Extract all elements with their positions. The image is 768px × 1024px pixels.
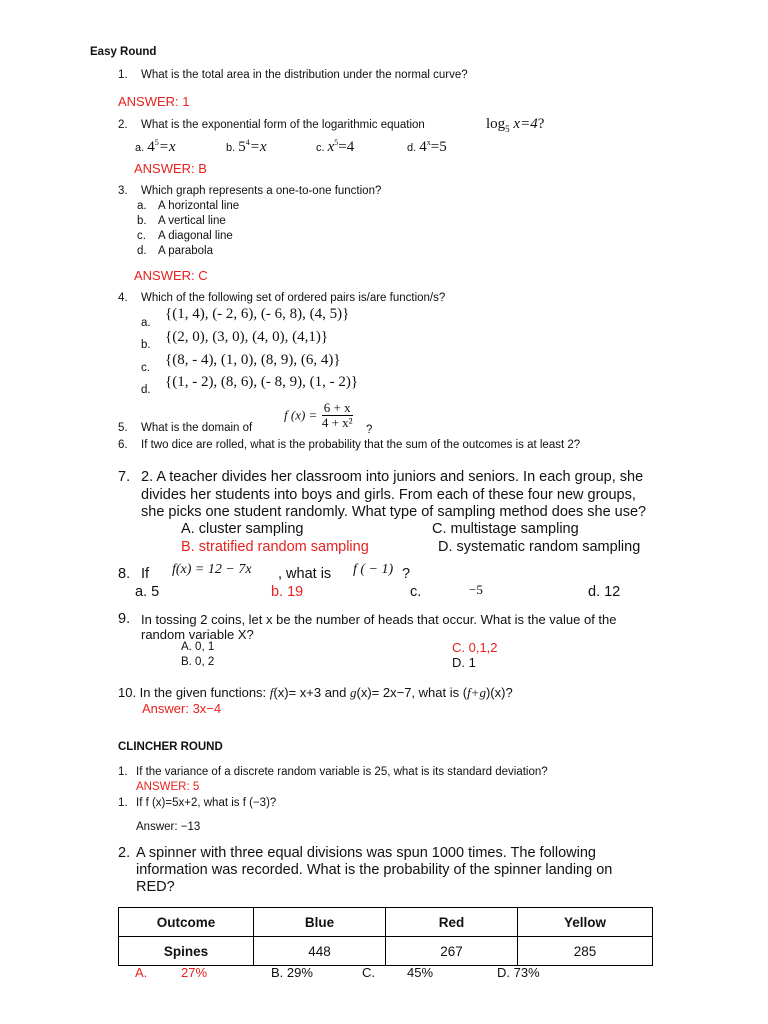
q5-function: f (x) = $\frac{6 + x}{\text{4 + x²}}$ <box>284 400 353 430</box>
table-cell: 267 <box>386 937 518 966</box>
table-cell: 285 <box>518 937 653 966</box>
q10-text: 10. In the given functions: f(x)= x+3 and g(x)= 2x−7, what is (f+g)(x)? <box>118 685 513 700</box>
clincher-q2-option-b: B. 29% <box>271 965 313 980</box>
q4-option-b: {(2, 0), (3, 0), (4, 0), (4,1)} <box>165 329 329 345</box>
q4-option-a: {(1, 4), (- 2, 6), (- 6, 8), (4, 5)} <box>165 306 350 322</box>
clincher-q2-option-c: 45% <box>407 965 434 980</box>
q9-option-d: D. 1 <box>452 655 476 670</box>
q1-text: What is the total area in the distribution under the normal curve? <box>141 69 468 81</box>
q7-option-a: A. cluster sampling <box>181 521 304 537</box>
table-cell: Spines <box>119 937 254 966</box>
q8-number: 8. <box>118 566 131 582</box>
clincher-q1-text: If the variance of a discrete random variable is 25, what is its standard deviation? <box>136 766 548 778</box>
clincher-q2-option-a-label: A. <box>135 965 148 980</box>
q4-option-d: {(1, - 2), (8, 6), (- 8, 9), (1, - 2)} <box>165 374 359 390</box>
section-heading-easy: Easy Round <box>90 46 157 58</box>
q9-line-2: random variable X? <box>141 627 254 642</box>
clincher-q1-number: 1. <box>118 766 128 778</box>
q4-option-d-label: d. <box>141 384 151 396</box>
q2-option-a: a. $4^5=x$ <box>135 138 176 155</box>
clincher-q2-line-1: A spinner with three equal divisions was spun 1000 times. The following <box>136 845 596 861</box>
table-row <box>119 937 653 966</box>
q7-number: 7. <box>118 469 131 485</box>
q3-option-c: c. A diagonal line <box>137 230 233 242</box>
q8-option-c: −5 <box>469 582 483 597</box>
q2-answer: ANSWER: B <box>134 161 207 176</box>
q3-answer: ANSWER: C <box>134 268 208 283</box>
q4-option-b-label: b. <box>141 339 151 351</box>
table-cell: 448 <box>254 937 386 966</box>
q9-number: 9. <box>118 611 131 627</box>
q7-line-3: she picks one student randomly. What type of sampling method does she use? <box>141 504 647 520</box>
q3-option-a: a. A horizontal line <box>137 200 240 212</box>
q3-option-b: b. A vertical line <box>137 215 226 227</box>
q8-option-c-label: c. <box>410 584 422 600</box>
q7-option-b: B. stratified random sampling <box>181 539 369 555</box>
q2-log-equation: $\log_5 x=4$? <box>486 116 545 134</box>
clincher-q2-number: 2. <box>118 845 131 861</box>
q8-f-of-minus-1: f ( − 1) <box>353 562 394 577</box>
q8-question-mark: ? <box>402 566 411 582</box>
clincher-q1b-number: 1. <box>118 797 128 809</box>
table-header-row <box>119 908 653 937</box>
q3-text: Which graph represents a one-to-one function? <box>141 185 382 197</box>
clincher-q2-line-3: RED? <box>136 879 175 895</box>
q2-option-b: b. $5^4=x$ <box>226 138 267 155</box>
q7-option-c: C. multistage sampling <box>432 521 579 537</box>
section-heading-clincher: CLINCHER ROUND <box>118 741 223 753</box>
spinner-table <box>118 907 653 966</box>
table-header-cell: Blue <box>254 908 386 937</box>
clincher-q2-option-d: D. 73% <box>497 965 540 980</box>
clincher-q2-line-2: information was recorded. What is the probability of the spinner landing on <box>136 862 613 878</box>
q1-number: 1. <box>118 69 128 81</box>
q7-option-d: D. systematic random sampling <box>438 539 641 555</box>
q8-option-d: d. 12 <box>588 584 621 600</box>
q5-question-mark: ? <box>366 424 373 436</box>
q6-text: If two dice are rolled, what is the probability that the sum of the outcomes is at least 2? <box>141 439 581 451</box>
q4-number: 4. <box>118 292 128 304</box>
q5-number: 5. <box>118 422 128 434</box>
q7-line-2: divides her students into boys and girls. From each of these four new groups, <box>141 487 636 503</box>
q8-option-a: a. 5 <box>135 584 160 600</box>
q8-function: f(x) = 12 − 7x <box>172 562 252 577</box>
clincher-q2-option-a: 27% <box>181 965 208 980</box>
q3-number: 3. <box>118 185 128 197</box>
q10-answer: Answer: 3x−4 <box>142 701 222 716</box>
q2-option-c: c. $x^5=4$ <box>316 138 355 155</box>
q4-text: Which of the following set of ordered pairs is/are function/s? <box>141 292 446 304</box>
q2-option-d: d. $4^x=5$ <box>407 138 447 155</box>
clincher-q1b-text: If f (x)=5x+2, what is f (−3)? <box>136 797 277 809</box>
q9-option-c: C. 0,1,2 <box>452 640 498 655</box>
q4-option-a-label: a. <box>141 317 151 329</box>
q2-text: What is the exponential form of the logarithmic equation <box>141 119 425 131</box>
q9-option-b: B. 0, 2 <box>181 656 215 668</box>
clincher-q2-option-c-label: C. <box>362 965 375 980</box>
q8-what-is: , what is <box>278 566 332 582</box>
table-header-cell: Red <box>386 908 518 937</box>
q1-answer: ANSWER: 1 <box>118 94 190 109</box>
clincher-q1-answer: ANSWER: 5 <box>136 781 200 793</box>
clincher-q1b-answer: Answer: −13 <box>136 821 201 833</box>
q9-option-a: A. 0, 1 <box>181 641 215 653</box>
q9-line-1: In tossing 2 coins, let x be the number of heads that occur. What is the value of the <box>141 612 617 627</box>
table-header-cell: Outcome <box>119 908 254 937</box>
q2-number: 2. <box>118 119 128 131</box>
q4-option-c-label: c. <box>141 362 150 374</box>
q3-option-d: d. A parabola <box>137 245 213 257</box>
q6-number: 6. <box>118 439 128 451</box>
q7-line-1: 2. A teacher divides her classroom into juniors and seniors. In each group, she <box>141 469 644 485</box>
q4-option-c: {(8, - 4), (1, 0), (8, 9), (6, 4)} <box>165 352 341 368</box>
q8-if: If <box>141 566 150 582</box>
table-header-cell: Yellow <box>518 908 653 937</box>
q8-option-b: b. 19 <box>271 584 304 600</box>
q5-text: What is the domain of <box>141 422 253 434</box>
